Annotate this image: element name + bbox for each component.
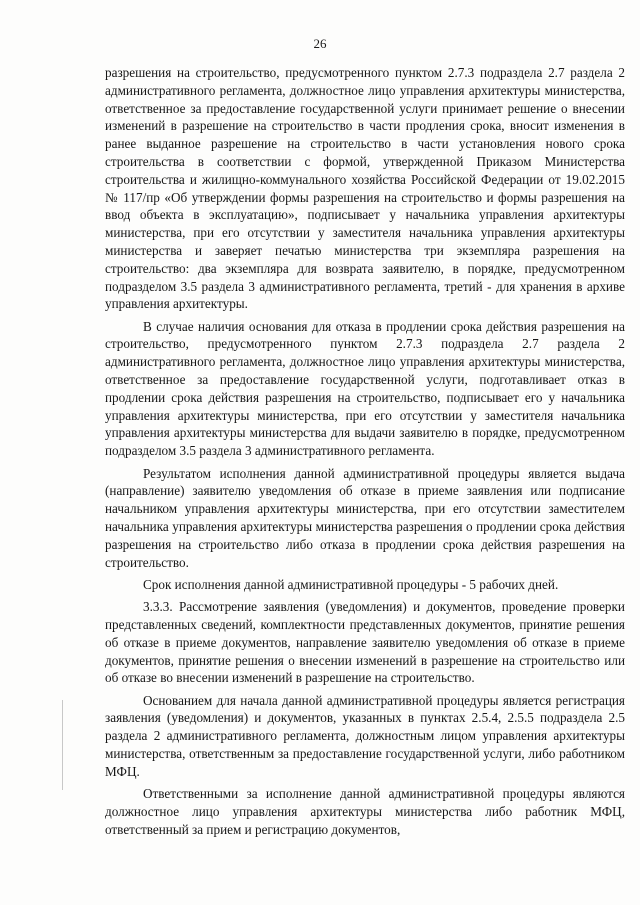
- paragraph: Ответственными за исполнение данной административной процедуры являются должностное лицо управления архитектуры министерства либо работник МФЦ, ответственный за прием и регистрацию документов,: [105, 786, 625, 837]
- paragraph: 3.3.3. Рассмотрение заявления (уведомления) и документов, проведение проверки представленных сведений, комплектности представленных документов, принятие решения об отказе в приеме документов, направление заявителю уведомления об отказе в приеме документов, принятие решения о внесении изменений в разрешение на строительство или об отказе во внесении изменений в разрешение на строительство.: [105, 599, 625, 686]
- paragraph: Основанием для начала данной административной процедуры является регистрация заявления (уведомления) и документов, указанных в пунктах 2.5.4, 2.5.5 подраздела 2.5 раздела 2 административного регламента, должностным лицом управления архитектуры министерства, ответственным за предоставление государственной услуги, либо работником МФЦ.: [105, 692, 625, 779]
- page-number: 26: [313, 36, 327, 51]
- paragraph: Результатом исполнения данной административной процедуры является выдача (направление) заявителю уведомления об отказе в приеме заявления или подписание начальником управления архитектуры министерства, при его отсутствии заместителем начальника управления архитектуры министерства разрешения о продлении срока действия разрешения на строительство либо отказа в продлении срока действия разрешения на строительство.: [105, 465, 625, 570]
- paragraph: В случае наличия основания для отказа в продлении срока действия разрешения на строительство, предусмотренного пунктом 2.7.3 подраздела 2.7 раздела 2 административного регламента, должностное лицо управления архитектуры министерства, ответственное за предоставление государственной услуги, подготавливает отказ в продлении срока действия разрешения на строительство, подписывает его у начальника управления архитектуры министерства, при его отсутствии у заместителя начальника управления архитектуры министерства для выдачи заявителю в порядке, предусмотренном подразделом 3.5 раздела 3 административного регламента.: [105, 318, 625, 459]
- document-body: [105, 64, 625, 843]
- scan-margin-mark: [62, 700, 63, 790]
- paragraph: разрешения на строительство, предусмотренного пунктом 2.7.3 подраздела 2.7 раздела 2 административного регламента, должностное лицо управления архитектуры министерства, ответственное за предоставление государственной услуги принимает решение о внесении изменений в разрешение на строительство в части продления срока, вносит изменения в ранее выданное разрешение на строительство в части установления нового срока строительства в соответствии с формой, утвержденной Приказом Министерства строительства и жилищно-коммунального хозяйства Российской Федерации от 19.02.2015 № 117/пр «Об утверждении формы разрешения на строительство и формы разрешения на ввод объекта в эксплуатацию», подписывает у начальника управления архитектуры министерства, при его отсутствии у заместителя начальника управления архитектуры министерства и заверяет печатью министерства три экземпляра разрешения на строительство: два экземпляра для возврата заявителю, в порядке, предусмотренном подразделом 3.5 раздела 3 административного регламента, третий - для хранения в архиве управления архитектуры.: [105, 65, 625, 312]
- paragraph: Срок исполнения данной административной процедуры - 5 рабочих дней.: [143, 576, 559, 592]
